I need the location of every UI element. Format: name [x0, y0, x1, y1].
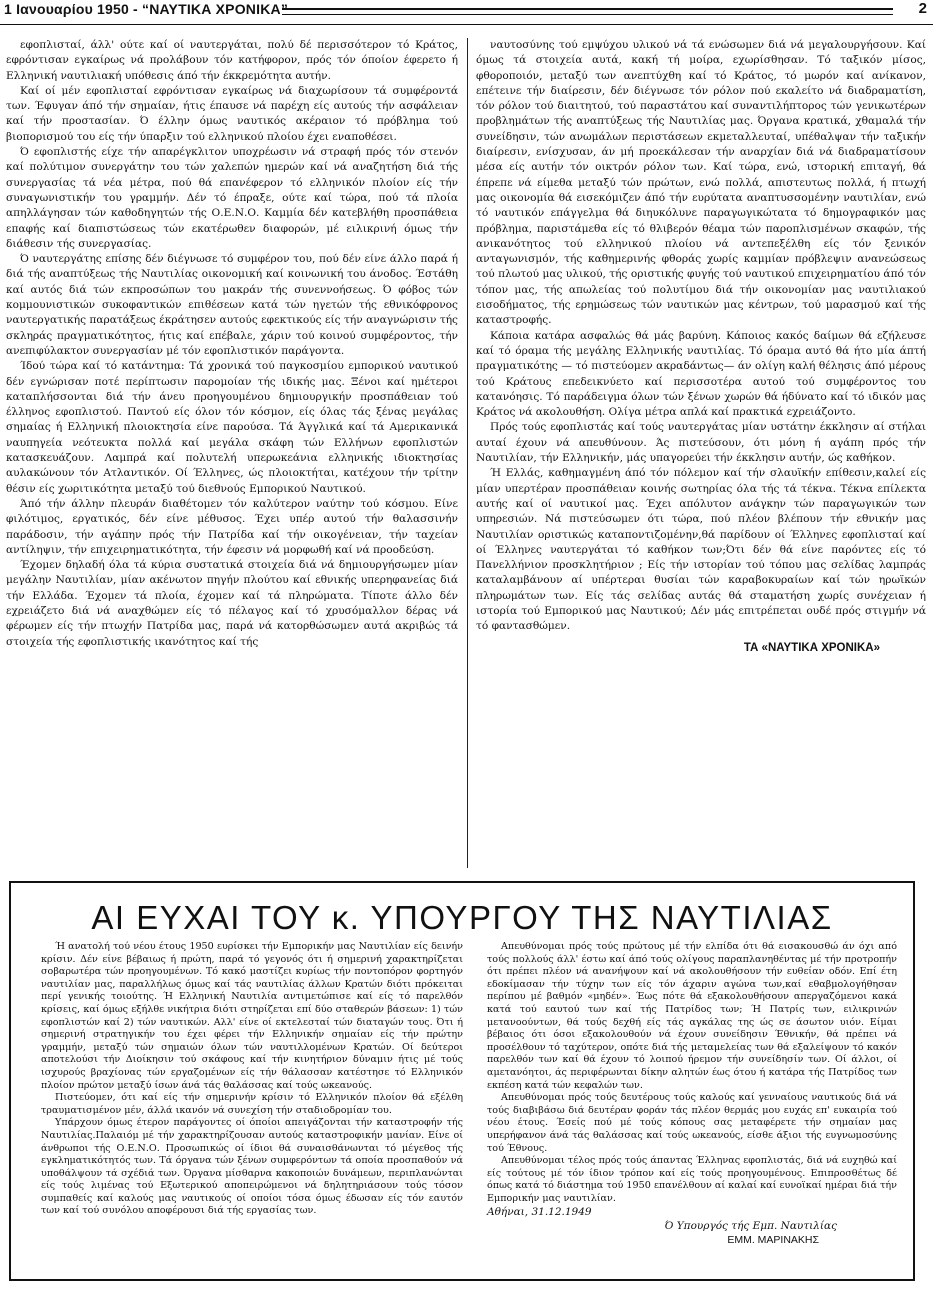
article-paragraph: Έχομεν δηλαδή όλα τά κύρια συστατικά στοιχεία διά νά δημιουργήσωμεν μίαν μεγάλην Ναυτιλίαν, μίαν ακένωτον πηγήν πλούτου καί εθνικής υπερηφανείας διά τήν Ελλάδα. Έχομεν τά πλοία, έχομεν καί τά πληρώματα. Τίποτε άλλο δέν εχρειάζετο διά νά αναχθώμεν είς τό πέλαγος καί τό χρυσόμαλλον δέρας νά φέρωμεν είς τήν πτωχήν Πατρίδα μας, παρά νά κατορθώσωμεν αυτά ακριβώς τά στοιχεία τής εφοπλιστικής ικανότητος καί τής — [6, 559, 458, 648]
page-number: 2 — [918, 0, 927, 17]
header-underline — [0, 24, 933, 25]
article-paragraph: Ό εφοπλιστής είχε τήν απαρέγκλιτον υποχρέωσιν νά στραφή πρός τόν στενόν καί πολύτιμον συνεργάτην του τών χαλεπών ημερών καί νά αναζητήση διά τής συνεργασίας τά νέα μέτρα, πού θά επανέφερον τό ελληνικόν πλοίον είς τήν συναγωνιστικήν του γραμμήν. Δέν τό έπραξε, ούτε καί τώρα, πού τά πλοία απηλλάγησαν τών καθοδηγητών τής Ο.Ε.Ν.Ο. Καμμία δέν κατεβλήθη προσπάθεια επαφής καί διαπιστώσεως τών εκατέρωθεν διαφορών, μέ ειλικρινή όμως τήν διάθεσιν τής συνεργασίας. — [6, 146, 458, 250]
page-header — [0, 0, 933, 22]
article-paragraph: εφοπλισταί, άλλ' ούτε καί οί ναυτεργάται, πολύ δέ περισσότερον τό Κράτος, εφρόντισαν εγκαίρως νά προλάβουν τόν κατήφορον, πρός τόν όποίον έφερετο ή Ελληνική ναυτιλιακή υπόθεσις άπό τήν έκκρεμότητα αυτήν. — [6, 39, 458, 82]
wishes-paragraph: Απευθύνομαι πρός τούς δευτέρους τούς καλούς καί γενναίους ναυτικούς διά νά τούς διαβιβάσω διά δευτέραν φοράν τάς πλέον θερμάς μου ευχάς επ' ευκαιρία τού νέου έτους. Έσείς πού μέ τούς κόπους σας μεταφέρετε τήν σημαίαν μας υπερήφανον άνά τάς θαλάσσας καί τούς ωκεανούς, είσθε άξιοι τής ευγνωμοσύνης τού Έθνους. — [487, 1092, 897, 1154]
wishes-paragraph: Απευθύνομαι τέλος πρός τούς άπαντας Έλληνας εφοπλιστάς, διά νά ευχηθώ καί είς τούτους μέ τόν ίδιον τρόπον καί είς τούς προηγουμένους. Επιπροσθέτως δέ όπως κατά τό διάστημα τού 1950 επανέλθουν αί καλαί καί ευνοϊκαί ημέραι διά τήν Εμπορικήν μας ναυτιλίαν. — [487, 1155, 897, 1204]
wishes-date: Αθήναι, 31.12.1949 — [487, 1206, 592, 1218]
article-paragraph: Πρός τούς εφοπλιστάς καί τούς ναυτεργάτας μίαν υστάτην έκκλησιν αί στήλαι αυταί έχουν νά απευθύνουν. Άς πιστεύσουν, ότι μόνη ή αγάπη πρός τήν Ναυτιλίαν, τήν Ελληνικήν, μάς υπαγορεύει τήν έκκλησιν αυτήν, ώς καθήκον. — [476, 421, 926, 465]
article-signature: ΤΑ «ΝΑΥΤΙΚΑ ΧΡΟΝΙΚΑ» — [743, 641, 880, 654]
article-paragraph: ναυτοσύνης τού εμψύχου υλικού νά τά ενώσωμεν διά νά μεγαλουργήσουν. Καί όμως τά στοιχεία αυτά, κακή τή μοίρα, εχωρίσθησαν. Τό ταξικόν μίσος, φθοροποιόν, μεταξύ των ανεπτύχθη καί τό Κράτος, τό μωρόν καί ανίκανον, επέτεινε τήν διαίρεσιν, δέν διέγνωσε τόν ρόλον πού εκαλείτο νά διαδραματίση, τόν ρόλον τού διαιτητού, τού παραστάτου καί συναντιλήπτορος τών γενικωτέρων προβλημάτων τής αναπτύξεως τής Ναυτιλίας μας. Όργανα κρατικά, χθαμαλά τήν συνείδησιν, τών ανωμάλων περιστάσεων εκμεταλλευταί, υπέθαλψαν τήν ταξικήν διαίρεσιν, ενίσχυσαν, άν μή προεκάλεσαν τήν αναρχίαν διά νά διαδραματίσουν μέσα είς αυτήν τόν οικτρόν ρόλον των. Καί τώρα, ενώ, ιστορική επιταγή, θά έπρεπε νά είμεθα μεταξύ τών πρώτων, ενώ πολλά, απιστευτως πολλά, ή πτωχή μας οικονομία θά εισεκόμιζεν άπό τήν ευρύτατα αναπτυσσομένην ναυτιλίαν, ενώ τό ναυτικόν επάγγελμα θά διηυκόλυνε παραγωγικώτατα τό δημογραφικόν μας πρόβλημα, παριστάμεθα είς τό θλιβερόν θέαμα τών παροπλισμένων σκαφών, τής ανικανότητος τού ελληνικού πλοίου νά αντεπεξέλθη είς τόν ξενικόν ανταγωνισμόν, τής καθημερινής φθοράς χωρίς καμμίαν πρόβλεψιν ανανεώσεως τού πλωτού μας υλικού, τής οριστικής φυγής τού ναυτικού επιχειρηματίου άπό τόν τόπον μας, τής απωλείας τού πολυτίμου διά τήν οικονομίαν μας ναυτιλιακού εισοδήματος, τής ερημώσεως τών ναυτικών μας κέντρων, τού μαρασμού καί τής καταστροφής. — [476, 39, 926, 327]
wishes-signature-block — [487, 1205, 897, 1247]
article-paragraph: Κάποια κατάρα ασφαλώς θά μάς βαρύνη. Κάποιος κακός δαίμων θά εζήλευσε καί τό όραμα τής μεγάλης Ελληνικής ναυτιλίας. Τό όραμα αυτό θά ήτο μία άπτή πραγματικότης — τό πιστεύομεν ακραδάντως— άν ολίγη καλή θέλησις άπό μέρους τού Κράτους επεδεικνύετο καί περισσοτέρα αυτού τού συμφέροντος του κατανόησις. Τό παράδειγμα όλων τών ξένων χωρών θά ήδύνατο καί τό ιδικόν μας Κράτος νά ακολουθήση. Ολίγα μέτρα απλά καί πρακτικά εχρειάζοντο. — [476, 329, 926, 419]
minister-wishes-box — [9, 881, 915, 1281]
wishes-left-column — [41, 941, 463, 1276]
signer-role: Ό Υπουργός τής Εμπ. Ναυτιλίας — [664, 1220, 837, 1232]
newspaper-date-title: 1 Ιανουαρίου 1950 - “ΝΑΥΤΙΚΑ ΧΡΟΝΙΚΑ” — [4, 1, 289, 17]
article-paragraph: Ή Ελλάς, καθημαγμένη άπό τόν πόλεμον καί τήν σλαυϊκήν επίθεσιν,καλεί είς μίαν υπερτέραν προσπάθειαν κοινής σωτηρίας όλα τής τά τέκνα. Τέκνα επίλεκτα αυτής καί οί ναυτικοί μας. Έχει απόλυτον ανάγκην τών παραγωγικών των υπηρεσιών. Νά πιστεύσωμεν ότι τώρα, πού πλέον βλέπουν τήν εθνικήν μας Ναυτιλίαν οριστικώς καταποντιζομένην,θά παρίδουν οί Έλληνες εφοπλισταί καί οί Έλληνες ναυτεργάται τό καθήκον των;Ότι δέν θά είνε παρόντες είς τό Πανελλήνιον προσκλητήριον ; Είς τήν ιστορίαν τού τόπου μας σελίδας λαμπράς καταλαμβάνουν αί υπέρτεραι θυσίαι τών καραβοκυραίων καί τών ηρωϊκών πληρωμάτων των. Είς τάς σελίδας αυτάς θά σταματήση χωρίς συνέχειαν ή ιστορία τού Εμπορικού μας Ναυτικού; Δέν μάς επιτρέπεται ουδέ πρός στιγμήν νά τό φαντασθώμεν. — [476, 467, 926, 633]
wishes-paragraph: Υπάρχουν όμως έτερον παράγοντες οί όποίοι απειγάζονται τήν καταστροφήν τής Ναυτιλίας.Παλαιόμ μέ τήν χαρακτηρίζουσαν αυτούς καταστροφικήν μανίαν. Είνε οί άνθρωποι τής Ο.Ε.Ν.Ο. Προσωπικώς οί ίδιοι θά συναισθάνωνται τό μέγεθος τής εγκληματικότητός των. Τά όργανα τών ξένων συμφερόντων τά οποία προσπαθούν νά υποθάλψουν τά σχέδιά των. Όργανα μίσθαρνα κακοποιών δυνάμεων, περιπλανώνται είς τούς λιμένας τού Εξωτερικού αποπειρώμενοι νά δηλητηριάσουν τούς τόσον συμπαθείς καί καλούς μας ναυτικούς οί οποίοι τόσα όμως έδωσαν είς τόν εαυτόν των καί τού συνόλου αποφέρουσι διά τής εργασίας των. — [41, 1117, 463, 1217]
column-divider — [467, 38, 468, 868]
article-left-column — [6, 38, 458, 874]
signer-name: ΕΜΜ. ΜΑΡΙΝΑΚΗΣ — [727, 1234, 819, 1246]
article-paragraph: Ίδού τώρα καί τό κατάντημα: Τά χρονικά τού παγκοσμίου εμπορικού ναυτικού δέν εγνώρισαν ποτέ περίπτωσιν παρομοίαν τής ιδικής μας. Ξένοι καί ημέτεροι καταπλήσσονται διά τήν άνευ προηγουμένου δημιουργικήν προσπάθειαν τού έλληνος εφοπλιστού. Παντού είς όλον τόν κόσμον, είς όλας τάς ξένας μεγάλας σημαίας ή Ελληνική πλοιοκτησία είνε παρούσα. Τά Άγγλικά καί τά Αμερικανικά ναυπηγεία νεότευκτα πολλά καί μεγάλα σκάφη τών Ελλήνων εφοπλιστών κατασκευάζουν. Λαμπρά καί πολυτελή υπερωκεάνια ελληνικής ιδιοκτησίας αυλακώνουν τόν Ατλαντικόν. Οί Έλληνες, ώς πλοιοκτήται, κατέχουν τήν τρίτην θέσιν είς χωριτικότητα μεταξύ τού διεθνούς Εμπορικού Ναυτικού. — [6, 360, 458, 495]
article-paragraph: Άπό τήν άλλην πλευράν διαθέτομεν τόν καλύτερον ναύτην τού κόσμου. Είνε φιλότιμος, εργατικός, δέν είνε μέθυσος. Έχει υπέρ αυτού τήν θαλασσινήν παράδοσιν, τήν αγάπην πρός τήν Πατρίδα καί τήν οικογένειαν, τήν ταχείαν αντίληψιν, τήν επιχειρηματικότητα, τήν έφεσιν νά μορφωθή καί νά προοδεύση. — [6, 497, 458, 556]
article-paragraph: Ό ναυτεργάτης επίσης δέν διέγνωσε τό συμφέρον του, πού δέν είνε άλλο παρά ή διά τής αναπτύξεως τής Ναυτιλίας οικονομική καί κοινωνική του άνοδος. Έστάθη καί αυτός διά τών εκπροσώπων του μακράν τής συνεννοήσεως. Ό φόβος τών κομμουνιστικών συκοφαντικών επιθέσεων κατά τών ηγετών τής εθνικόφρονος ναυτεργατικής παρατάξεως έκράτησεν αυτούς εφεκτικούς είς τήν αναγνώρισιν τής σκληράς πραγματικότητος, ήτις καί επέβαλε, χάριν τού κοινού συμφέροντος, τήν ανεπιφύλακτον συνεργασίαν μέ τόν εφοπλιστικόν παράγοντα. — [6, 253, 458, 357]
wishes-paragraph: Πιστεύομεν, ότι καί είς τήν σημερινήν κρίσιν τό Ελληνικόν πλοίον θά εξέλθη τραυματισμένον μέν, άλλά ικανόν νά συνεχίση τήν σταδιοδρομίαν του. — [41, 1092, 463, 1116]
article-right-column — [476, 38, 926, 874]
header-rule — [282, 8, 893, 15]
wishes-headline: ΑΙ ΕΥΧΑΙ ΤΟΥ κ. ΥΠΟΥΡΓΟΥ ΤΗΣ ΝΑΥΤΙΛΙΑΣ — [91, 899, 833, 936]
wishes-paragraph: Απευθύνομαι πρός τούς πρώτους μέ τήν ελπίδα ότι θά εισακουσθώ άν όχι από τούς πολλούς άλλ' έστω καί άπό τούς ολίγους παραπλανηθέντας μέ τήν προτροπήν ότι πρέπει πλέον νά ανανήψουν καί νά ακολουθήσουν τήν ευθείαν οδόν. Επί έτη εδοκίμασαν τήν τύχην των είς τόν άχαριν αγώνα των,καί εθαβμολογήθησαν περίπου μέ βαθμόν «μηδέν». Έως πότε θά εξακολουθήσουν απεργαζόμενοι κακά κατά τού εαυτού των καί τής Πατρίδος των; Ή Πατρίς των, ειλικρινών μετανοούντων, θά τούς δεχθή είς τάς αγκάλας της ώς σε άσωτον υιόν. Είμαι βέβαιος ότι όσοι εξακολουθούν νά έχουν συνείδησιν Έθνικήν, θά πρέπει νά προσέλθουν τό ταχύτερον, οπότε διά τής μεταμελείας των θά εξαλείψουν τό κακόν παρελθόν των καί θά έχουν τό λοιπού ήρεμον τήν συνείδησίν των. Οί άλλοι, οί αμετανόητοι, άς περιφέρωνται δίκην αλητών έως ότου ή κατάρα τής Πατρίδος των εκπέση κατά τών κεφαλών των. — [487, 941, 897, 1091]
wishes-paragraph: Ή ανατολή τού νέου έτους 1950 ευρίσκει τήν Εμπορικήν μας Ναυτιλίαν είς δεινήν κρίσιν. Δέν είνε βέβαιως ή πρώτη, παρά τό γεγονός ότι ή σημερινή χαρακτηρίζεται σοβαρωτέρα τών προηγουμένων. Τό κακό μαστίζει κυρίως τήν ποντοπόρον φορτηγόν ναυτιλίαν μας, παραλλήλως όμως καί τάς ναυτιλίας άλλων Κρατών διότι πρόκειται περί γενικής τοιούτης. Ή Ελληνική Ναυτιλία αντιμετώπισε καί είς τό παρελθόν κρίσεις, καί όμως εξήλθε νικήτρια διότι στηρίζεται επί δύο σταθερών βάσεων: 1) τών εφοπλιστών καί 2) τών ναυτικών. Αλλ' είνε οί εκτελεσταί τών διαταγών τους. Ότι ή σημερινή στρατηγικήν του έχει φέρει τήν Ελληνικήν σημαίαν είς τήν πρώτην γραμμήν, μεταξύ τών σημαιών όλων τών ναυτιλλομένων Κρατών. Οί δεύτεροι αποτελούσι τήν Διοίκησιν τού σκάφους καί τήν κινητήριον δύναμιν ήτις μέ τούς ισχυρούς βραχίονας τών εργαζομένων είς τήν θάλασσαν κατέστησε τό Ελληνικόν πλοίον πρώτον μεταξύ ίσων άνά τάς θαλάσσας καί τούς ωκεανούς. — [41, 941, 463, 1091]
article-paragraph: Καί οί μέν εφοπλισταί εφρόντισαν εγκαίρως νά διαχωρίσουν τά συμφέροντά των. Έφυγαν άπό τήν σημαίαν, ήτις έπαυσε νά παρέχη είς αυτούς τήν ασφάλειαν καί τήν προστασίαν. Ό έλλην όμως ναυτικός ακέραιον τό πρόβλημα τού βιοπορισμού του είς τήν ύπαρξιν τού ελληνικού πλοίου έχει εναποθέσει. — [6, 84, 458, 143]
